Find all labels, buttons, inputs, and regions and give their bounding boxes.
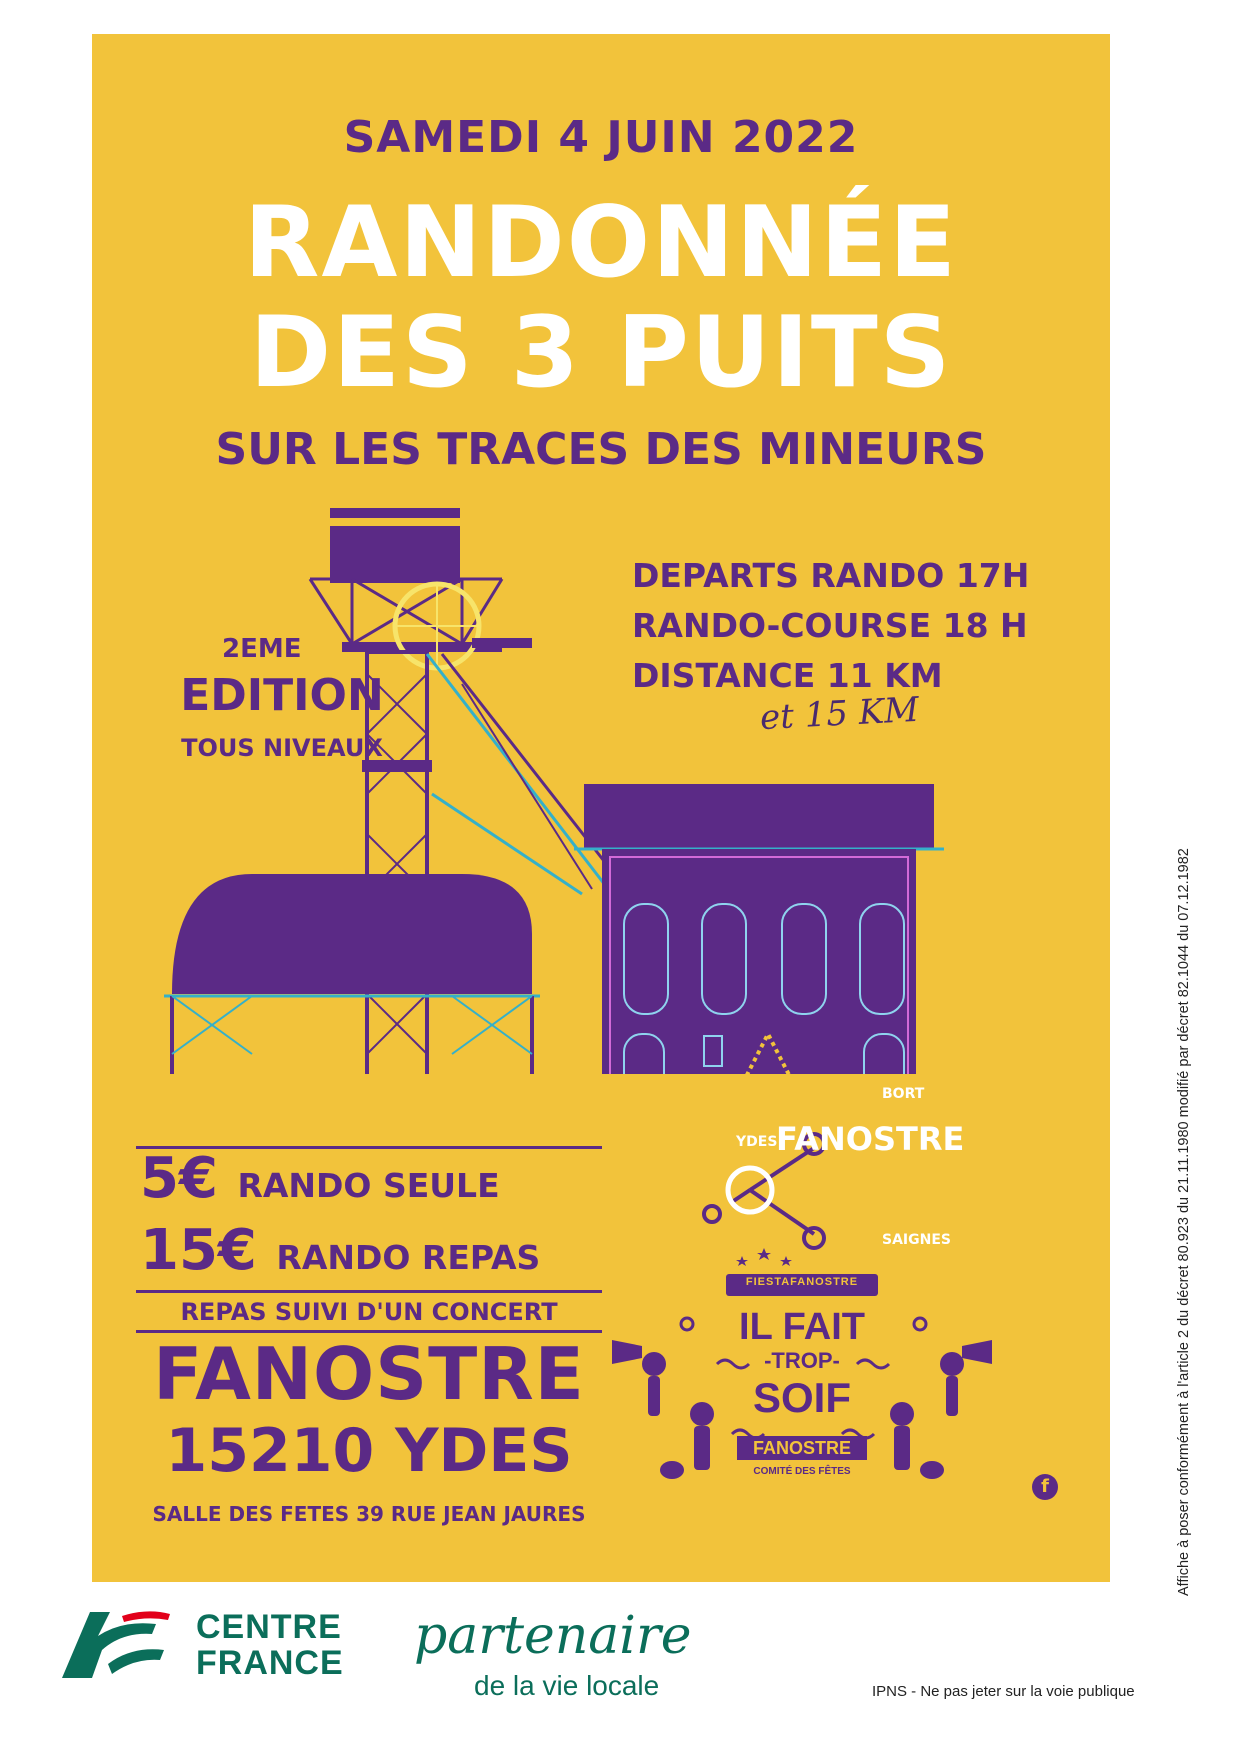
rosette-line5: COMITÉ DES FÊTES	[753, 1466, 851, 1477]
price-value: 5€	[140, 1146, 218, 1211]
legal-notice: Affiche à poser conformément à l'article 2 du décret 80.923 du 21.11.1980 modifié par décret 82.1044 du 07.12.1982	[1176, 848, 1192, 1596]
price-label: RANDO REPAS	[276, 1238, 541, 1277]
venue-address: SALLE DES FETES 39 RUE JEAN JAURES	[152, 1502, 586, 1526]
rosette-line4: FANOSTRE	[752, 1438, 851, 1458]
sponsor-name-line2: FRANCE	[196, 1644, 344, 1682]
price-row-2	[140, 1218, 540, 1283]
edition-number: 2EME	[222, 634, 302, 664]
venue-note: REPAS SUIVI D'UN CONCERT	[180, 1298, 558, 1326]
map-label-saignes: SAIGNES	[882, 1232, 951, 1248]
map-label-fanostre: FANOSTRE	[776, 1120, 965, 1158]
mine-headframe-illustration	[92, 34, 1110, 1074]
price-label: RANDO SEULE	[237, 1166, 500, 1205]
event-title-line2: DES 3 PUITS	[249, 296, 953, 410]
edition-label: EDITION	[180, 670, 384, 721]
handwritten-note: et 15 KM	[759, 689, 920, 739]
ipns-notice: IPNS - Ne pas jeter sur la voie publique	[872, 1683, 1135, 1700]
venue-city: 15210 YDES	[165, 1416, 573, 1486]
sponsor-tagline1: partenaire	[414, 1606, 692, 1666]
rosette-line1: IL FAIT	[739, 1306, 865, 1348]
departures-prefix: DEPARTS	[632, 556, 799, 595]
price-row-1	[140, 1146, 500, 1211]
departures-distance: DISTANCE 11 KM	[632, 656, 943, 695]
departures-course-time: 18 H	[942, 606, 1028, 645]
departures-line1	[632, 556, 1029, 595]
rosette-line3: SOIF	[752, 1374, 851, 1421]
departures-course: RANDO-COURSE	[632, 606, 932, 645]
map-label-ydes: YDES	[736, 1134, 778, 1150]
price-value: 15€	[140, 1218, 257, 1283]
sponsor-tagline2: de la vie locale	[474, 1670, 660, 1701]
map-label-bort: BORT	[882, 1086, 925, 1102]
edition-level: TOUS NIVEAUX	[181, 734, 383, 762]
rosette-line2: -TROP-	[764, 1348, 840, 1373]
rosette-ribbon: FIESTAFANOSTRE	[745, 1276, 859, 1288]
divider	[136, 1290, 602, 1293]
facebook-icon: f	[1032, 1474, 1058, 1500]
credit-agricole-logo	[52, 1606, 172, 1686]
venue-name: FANOSTRE	[153, 1332, 585, 1416]
departures-line2	[632, 606, 1028, 645]
departures-rando-time: RANDO 17H	[810, 556, 1030, 595]
poster	[92, 34, 1110, 1582]
event-subtitle: SUR LES TRACES DES MINEURS	[215, 424, 987, 475]
event-date: SAMEDI 4 JUIN 2022	[343, 112, 859, 163]
event-title-line1: RANDONNÉE	[244, 186, 958, 300]
sponsor-name-line1: CENTRE	[196, 1608, 342, 1646]
